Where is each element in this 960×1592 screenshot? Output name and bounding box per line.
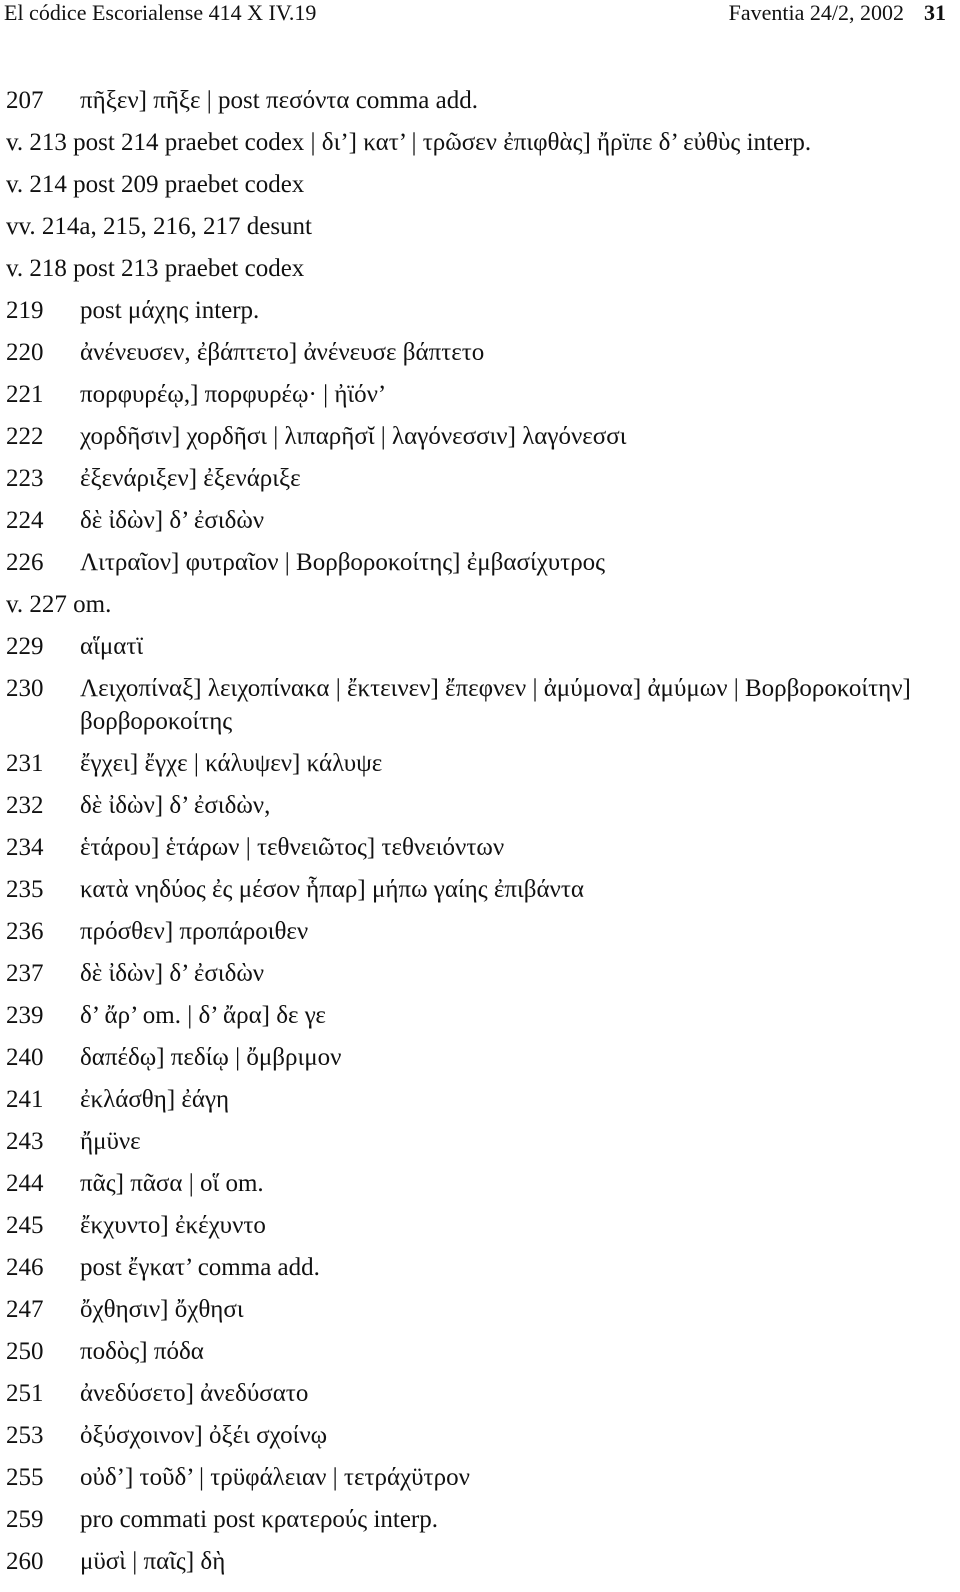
verse-number: 237 [6,960,44,987]
variant-reading: ἤμϋνε [80,1128,141,1155]
variant-reading: ποδὸς] πόδα [80,1338,204,1365]
apparatus-entry [0,911,960,953]
apparatus-entry [0,542,960,584]
apparatus-entry [0,1121,960,1163]
variant-reading: Λειχοπίναξ] λειχοπίνακα | ἔκτεινεν] ἔπεφνεν | ἀμύμονα] ἀμύμων | Βορβοροκοίτην] βορβοροκοίτης [80,675,911,735]
apparatus-entry [0,1457,960,1499]
apparatus-entry: v. 218 post 213 praebet codex [6,255,305,282]
apparatus-entry [0,1163,960,1205]
apparatus-entry: v. 214 post 209 praebet codex [6,171,305,198]
verse-number: 231 [6,750,44,777]
journal-info [729,0,946,26]
verse-number: 220 [6,339,44,366]
verse-number: 245 [6,1212,44,1239]
apparatus-entry [0,743,960,785]
article-title: El códice Escorialense 414 X IV.19 [4,0,317,25]
apparatus-entry: vv. 214a, 215, 216, 217 desunt [6,213,312,240]
verse-number: 239 [6,1002,44,1029]
apparatus-entry [0,332,960,374]
apparatus-entry [0,827,960,869]
apparatus-entry [0,1247,960,1289]
verse-number: 229 [6,633,44,660]
verse-number: 241 [6,1086,44,1113]
variant-reading: post ἔγκατ’ comma add. [80,1254,320,1281]
variant-reading: ἐκλάσθη] ἐάγη [80,1086,230,1113]
variant-reading: pro commati post κρατερούς interp. [80,1506,439,1533]
apparatus-entry [0,1205,960,1247]
verse-number: 221 [6,381,44,408]
verse-number: 207 [6,87,44,114]
verse-number: 230 [6,675,44,702]
variant-reading: ὄχθησιν] ὄχθησι [80,1296,244,1323]
variant-reading: δ’ ἄρ’ om. | δ’ ἄρα] δε γε [80,1002,326,1029]
variant-reading: Λιτραῖον] φυτραῖον | Βορβοροκοίτης] ἐμβασίχυτρος [80,549,606,576]
apparatus-entry [0,1331,960,1373]
apparatus-entry [0,995,960,1037]
verse-number: 232 [6,792,44,819]
verse-number: 246 [6,1254,44,1281]
variant-reading: δὲ ἰδὼν] δ’ ἐσιδὼν [80,960,265,987]
apparatus-entry [0,80,960,122]
variant-reading: αἵματϊ [80,633,144,660]
variant-reading: ἔκχυντο] ἐκέχυντο [80,1212,266,1239]
variant-reading: δαπέδῳ] πεδίῳ | ὄμβριμον [80,1044,342,1071]
variant-reading: δὲ ἰδὼν] δ’ ἐσιδὼν, [80,792,271,819]
verse-number: 223 [6,465,44,492]
apparatus-entry: v. 213 post 214 praebet codex | δι’] κατ’ | τρῶσεν ἐπιφθὰς] ἤρϊπε δ’ εὐθὺς interp. [6,129,812,156]
verse-number: 260 [6,1548,44,1575]
variant-reading: πῆξεν] πῆξε | post πεσόντα comma add. [80,87,478,114]
apparatus-entry: v. 227 om. [6,591,112,618]
variant-reading: κατὰ νηδύος ἐς μέσον ἧπαρ] μήπω γαίης ἐπιβάντα [80,876,584,903]
apparatus-entry [0,869,960,911]
verse-number: 244 [6,1170,44,1197]
journal-name: Faventia 24/2, 2002 [728,0,904,25]
apparatus-entry [0,1037,960,1079]
verse-number: 224 [6,507,44,534]
variant-reading: πᾶς] πᾶσα | οἵ om. [80,1170,264,1197]
apparatus-entry [0,1541,960,1583]
verse-number: 247 [6,1296,44,1323]
verse-number: 219 [6,297,44,324]
variant-reading: ὀξύσχοινον] ὀξέι σχοίνῳ [80,1422,328,1449]
variant-reading: ἑτάρου] ἑτάρων | τεθνειῶτος] τεθνειόντων [80,834,505,861]
verse-number: 259 [6,1506,44,1533]
apparatus-entry [0,785,960,827]
variant-reading: πορφυρέῳ,] πορφυρέῳ· | ἠϊόν’ [80,381,387,408]
apparatus-entry [0,416,960,458]
variant-reading: ἔγχει] ἔγχε | κάλυψεν] κάλυψε [80,750,383,777]
verse-number: 255 [6,1464,44,1491]
apparatus-list [0,80,960,1583]
apparatus-entry [0,1415,960,1457]
apparatus-entry [0,953,960,995]
apparatus-entry [0,458,960,500]
apparatus-entry [0,1373,960,1415]
apparatus-entry [0,1079,960,1121]
verse-number: 222 [6,423,44,450]
running-header [0,0,960,40]
verse-number: 226 [6,549,44,576]
variant-reading: ἐξενάριξεν] ἐξενάριξε [80,465,301,492]
variant-reading: ἀνένευσεν, ἐβάπτετο] ἀνένευσε βάπτετο [80,339,485,366]
verse-number: 251 [6,1380,44,1407]
apparatus-entry [0,626,960,668]
apparatus-entry [0,1499,960,1541]
apparatus-entry [0,290,960,332]
variant-reading: πρόσθεν] προπάροιθεν [80,918,309,945]
variant-reading: ἀνεδύσετο] ἀνεδύσατο [80,1380,309,1407]
verse-number: 250 [6,1338,44,1365]
apparatus-entry [0,500,960,542]
verse-number: 240 [6,1044,44,1071]
page-number: 31 [924,0,946,25]
variant-reading: μϋσὶ | παῖς] δὴ [80,1548,226,1575]
apparatus-entry [0,1289,960,1331]
verse-number: 243 [6,1128,44,1155]
variant-reading: οὐδ’] τοῦδ’ | τρϋφάλειαν | τετράχϋτρον [80,1464,470,1491]
apparatus-entry [0,374,960,416]
verse-number: 253 [6,1422,44,1449]
verse-number: 236 [6,918,44,945]
verse-number: 235 [6,876,44,903]
variant-reading: δὲ ἰδὼν] δ’ ἐσιδὼν [80,507,265,534]
apparatus-entry [0,668,960,743]
verse-number: 234 [6,834,44,861]
variant-reading: post μάχης interp. [80,297,260,324]
variant-reading: χορδῆσιν] χορδῆσι | λιπαρῆσῐ | λαγόνεσσιν] λαγόνεσσι [80,423,627,450]
